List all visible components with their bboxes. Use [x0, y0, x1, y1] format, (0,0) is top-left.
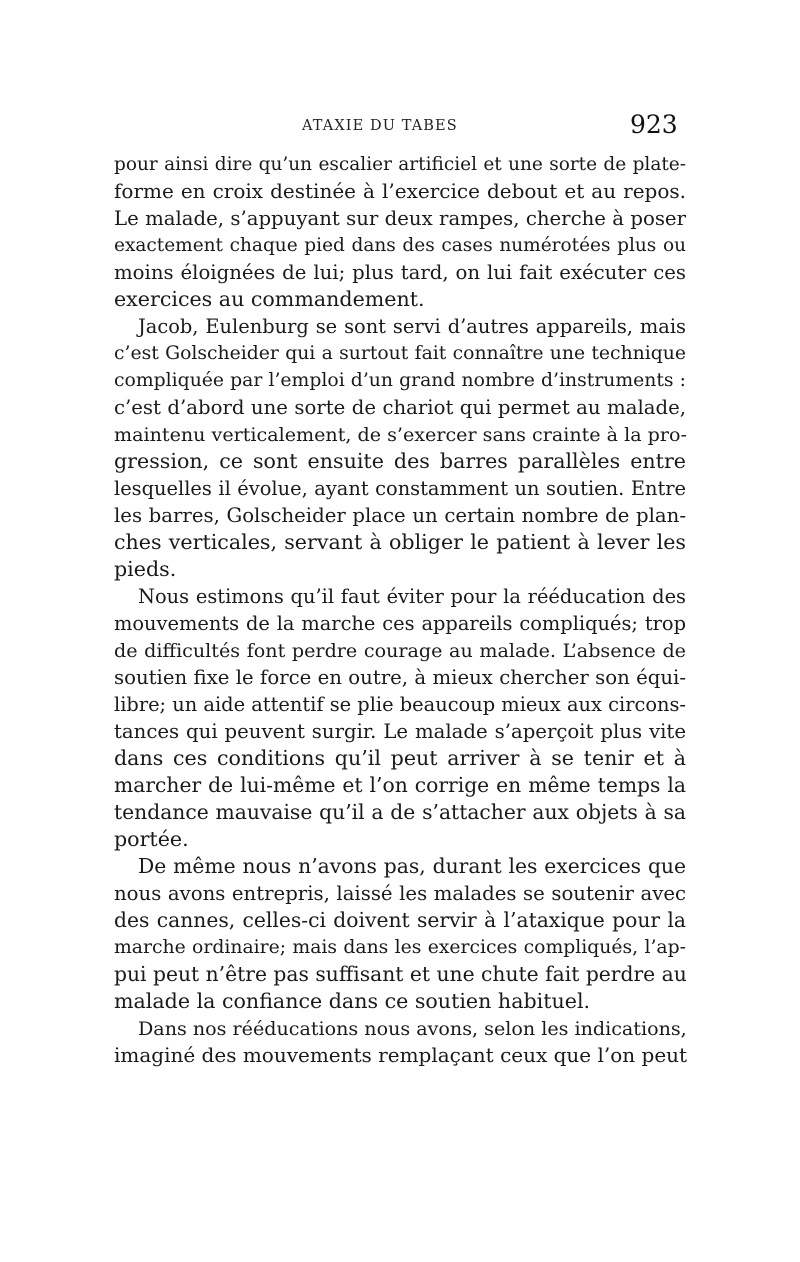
body-text [114, 151, 686, 1069]
text-line: pour ainsi dire qu’un escalier artificiel et une sorte de plate- [114, 154, 686, 175]
text-line: gression, ce sont ensuite des barres parallèles entre [114, 449, 686, 473]
text-line: exercices au commandement. [114, 287, 425, 311]
text-line: tendance mauvaise qu’il a de s’attacher aux objets à sa [114, 800, 686, 824]
running-head [0, 110, 800, 150]
text-line: mouvements de la marche ces appareils compliqués; trop [114, 612, 686, 635]
text-line: marcher de lui-même et l’on corrige en même temps la [114, 773, 686, 797]
text-line: Le malade, s’appuyant sur deux rampes, cherche à poser [114, 207, 686, 230]
text-line: portée. [114, 827, 189, 851]
text-line: soutien fixe le force en outre, à mieux chercher son équi- [114, 666, 686, 689]
text-line: des cannes, celles-ci doivent servir à l’ataxique pour la [114, 908, 686, 932]
text-line: nous avons entrepris, laissé les malades se soutenir avec [114, 882, 686, 905]
text-line: Dans nos rééducations nous avons, selon les indications, [138, 1017, 687, 1040]
text-line: forme en croix destinée à l’exercice debout et au repos. [114, 179, 686, 203]
text-line: Nous estimons qu’il faut éviter pour la rééducation des [138, 585, 686, 608]
text-line: libre; un aide attentif se plie beaucoup mieux aux circons- [114, 693, 686, 716]
text-line: lesquelles il évolue, ayant constamment un soutien. Entre [114, 477, 686, 500]
text-line: c’est d’abord une sorte de chariot qui permet au malade, [114, 396, 686, 419]
text-line: moins éloignées de lui; plus tard, on lui fait exécuter ces [114, 261, 686, 284]
text-line: malade la confiance dans ce soutien habituel. [114, 989, 591, 1013]
text-line: de difficultés font perdre courage au malade. L’absence de [114, 639, 686, 662]
text-line: les barres, Golscheider place un certain nombre de plan- [114, 504, 686, 527]
running-title: ATAXIE DU TABES [302, 118, 458, 134]
text-line: c’est Golscheider qui a surtout fait connaître une technique [114, 343, 686, 364]
text-line: dans ces conditions qu’il peut arriver à se tenir et à [114, 746, 686, 770]
page-number: 923 [630, 110, 678, 139]
text-line: maintenu verticalement, de s’exercer sans crainte à la pro- [114, 423, 687, 446]
text-line: imaginé des mouvements remplaçant ceux que l’on peut [114, 1043, 688, 1067]
text-line: pui peut n’être pas suffisant et une chute fait perdre au [114, 962, 687, 986]
text-line: ches verticales, servant à obliger le patient à lever les [114, 530, 686, 554]
text-line: tances qui peuvent surgir. Le malade s’aperçoit plus vite [114, 720, 686, 743]
text-line: marche ordinaire; mais dans les exercices compliqués, l’ap- [114, 937, 686, 958]
text-line: Jacob, Eulenburg se sont servi d’autres appareils, mais [138, 315, 686, 338]
text-line: compliquée par l’emploi d’un grand nombre d’instruments : [114, 370, 686, 391]
text-line: exactement chaque pied dans des cases numérotées plus ou [114, 235, 686, 256]
text-line: pieds. [114, 557, 177, 581]
text-line: De même nous n’avons pas, durant les exercices que [138, 854, 686, 878]
